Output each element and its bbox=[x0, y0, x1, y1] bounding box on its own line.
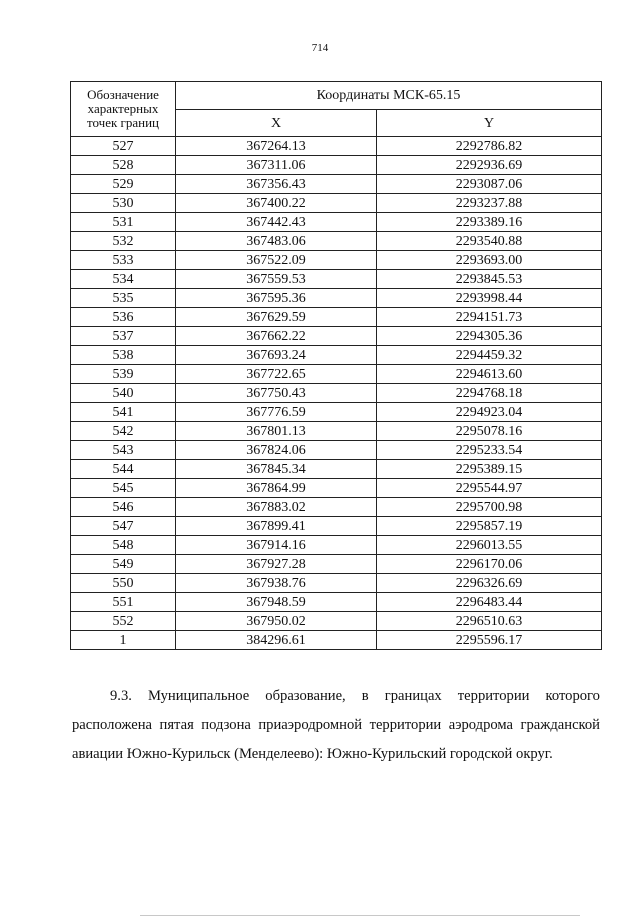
y-coordinate-cell: 2293693.00 bbox=[377, 251, 602, 270]
x-coordinate-cell: 367356.43 bbox=[176, 175, 377, 194]
point-number-cell: 527 bbox=[71, 137, 176, 156]
table-row bbox=[71, 289, 602, 308]
y-coordinate-cell: 2293998.44 bbox=[377, 289, 602, 308]
header-designation: Обозначение характерных точек границ bbox=[71, 82, 176, 137]
y-coordinate-cell: 2296483.44 bbox=[377, 593, 602, 612]
y-coordinate-cell: 2294305.36 bbox=[377, 327, 602, 346]
x-coordinate-cell: 367776.59 bbox=[176, 403, 377, 422]
table-row bbox=[71, 213, 602, 232]
y-coordinate-cell: 2293237.88 bbox=[377, 194, 602, 213]
table-row bbox=[71, 403, 602, 422]
point-number-cell: 536 bbox=[71, 308, 176, 327]
point-number-cell: 547 bbox=[71, 517, 176, 536]
point-number-cell: 545 bbox=[71, 479, 176, 498]
x-coordinate-cell: 367750.43 bbox=[176, 384, 377, 403]
x-coordinate-cell: 367883.02 bbox=[176, 498, 377, 517]
point-number-cell: 529 bbox=[71, 175, 176, 194]
point-number-cell: 544 bbox=[71, 460, 176, 479]
x-coordinate-cell: 367824.06 bbox=[176, 441, 377, 460]
y-coordinate-cell: 2296013.55 bbox=[377, 536, 602, 555]
point-number-cell: 549 bbox=[71, 555, 176, 574]
y-coordinate-cell: 2294768.18 bbox=[377, 384, 602, 403]
y-coordinate-cell: 2295389.15 bbox=[377, 460, 602, 479]
x-coordinate-cell: 367693.24 bbox=[176, 346, 377, 365]
table-row bbox=[71, 137, 602, 156]
point-number-cell: 550 bbox=[71, 574, 176, 593]
y-coordinate-cell: 2296326.69 bbox=[377, 574, 602, 593]
y-coordinate-cell: 2293845.53 bbox=[377, 270, 602, 289]
x-coordinate-cell: 367400.22 bbox=[176, 194, 377, 213]
point-number-cell: 1 bbox=[71, 631, 176, 650]
table-row bbox=[71, 536, 602, 555]
table-row bbox=[71, 441, 602, 460]
point-number-cell: 534 bbox=[71, 270, 176, 289]
x-coordinate-cell: 367948.59 bbox=[176, 593, 377, 612]
coordinates-table bbox=[70, 81, 602, 650]
table-body bbox=[71, 137, 602, 650]
x-coordinate-cell: 367927.28 bbox=[176, 555, 377, 574]
table-row bbox=[71, 460, 602, 479]
y-coordinate-cell: 2292786.82 bbox=[377, 137, 602, 156]
y-coordinate-cell: 2295544.97 bbox=[377, 479, 602, 498]
paragraph-number: 9.3. bbox=[110, 688, 132, 704]
table-row bbox=[71, 593, 602, 612]
y-coordinate-cell: 2293389.16 bbox=[377, 213, 602, 232]
point-number-cell: 546 bbox=[71, 498, 176, 517]
header-y: Y bbox=[377, 110, 602, 137]
table-row bbox=[71, 631, 602, 650]
x-coordinate-cell: 367559.53 bbox=[176, 270, 377, 289]
x-coordinate-cell: 367311.06 bbox=[176, 156, 377, 175]
x-coordinate-cell: 367914.16 bbox=[176, 536, 377, 555]
table-row bbox=[71, 479, 602, 498]
point-number-cell: 540 bbox=[71, 384, 176, 403]
y-coordinate-cell: 2296170.06 bbox=[377, 555, 602, 574]
table-row bbox=[71, 194, 602, 213]
point-number-cell: 542 bbox=[71, 422, 176, 441]
x-coordinate-cell: 367938.76 bbox=[176, 574, 377, 593]
table-row bbox=[71, 175, 602, 194]
paragraph-text: Муниципальное образование, в границах территории которого расположена пятая подзона приаэродромной территории аэродрома гражданской авиации Южно-Курильск (Менделеево): Южно-Курильский городской округ. bbox=[72, 688, 600, 762]
table-row bbox=[71, 156, 602, 175]
y-coordinate-cell: 2293540.88 bbox=[377, 232, 602, 251]
header-x: X bbox=[176, 110, 377, 137]
table-row bbox=[71, 346, 602, 365]
y-coordinate-cell: 2294459.32 bbox=[377, 346, 602, 365]
table-row bbox=[71, 327, 602, 346]
x-coordinate-cell: 367629.59 bbox=[176, 308, 377, 327]
point-number-cell: 528 bbox=[71, 156, 176, 175]
x-coordinate-cell: 367264.13 bbox=[176, 137, 377, 156]
table-row bbox=[71, 308, 602, 327]
point-number-cell: 537 bbox=[71, 327, 176, 346]
table-row bbox=[71, 517, 602, 536]
y-coordinate-cell: 2292936.69 bbox=[377, 156, 602, 175]
y-coordinate-cell: 2293087.06 bbox=[377, 175, 602, 194]
table-row bbox=[71, 384, 602, 403]
x-coordinate-cell: 367662.22 bbox=[176, 327, 377, 346]
x-coordinate-cell: 367522.09 bbox=[176, 251, 377, 270]
y-coordinate-cell: 2294613.60 bbox=[377, 365, 602, 384]
paragraph-9-3 bbox=[72, 682, 600, 769]
point-number-cell: 530 bbox=[71, 194, 176, 213]
point-number-cell: 548 bbox=[71, 536, 176, 555]
y-coordinate-cell: 2294923.04 bbox=[377, 403, 602, 422]
point-number-cell: 543 bbox=[71, 441, 176, 460]
point-number-cell: 535 bbox=[71, 289, 176, 308]
x-coordinate-cell: 367845.34 bbox=[176, 460, 377, 479]
point-number-cell: 538 bbox=[71, 346, 176, 365]
table-row bbox=[71, 555, 602, 574]
page-number: 714 bbox=[311, 42, 329, 54]
point-number-cell: 532 bbox=[71, 232, 176, 251]
x-coordinate-cell: 367442.43 bbox=[176, 213, 377, 232]
table-row bbox=[71, 498, 602, 517]
x-coordinate-cell: 384296.61 bbox=[176, 631, 377, 650]
header-coordinate-system: Координаты МСК-65.15 bbox=[176, 82, 602, 110]
y-coordinate-cell: 2295700.98 bbox=[377, 498, 602, 517]
x-coordinate-cell: 367899.41 bbox=[176, 517, 377, 536]
x-coordinate-cell: 367864.99 bbox=[176, 479, 377, 498]
table-row bbox=[71, 251, 602, 270]
point-number-cell: 533 bbox=[71, 251, 176, 270]
point-number-cell: 541 bbox=[71, 403, 176, 422]
y-coordinate-cell: 2296510.63 bbox=[377, 612, 602, 631]
x-coordinate-cell: 367483.06 bbox=[176, 232, 377, 251]
x-coordinate-cell: 367950.02 bbox=[176, 612, 377, 631]
point-number-cell: 531 bbox=[71, 213, 176, 232]
table-row bbox=[71, 574, 602, 593]
x-coordinate-cell: 367801.13 bbox=[176, 422, 377, 441]
table-row bbox=[71, 232, 602, 251]
point-number-cell: 551 bbox=[71, 593, 176, 612]
y-coordinate-cell: 2295857.19 bbox=[377, 517, 602, 536]
y-coordinate-cell: 2295233.54 bbox=[377, 441, 602, 460]
point-number-cell: 539 bbox=[71, 365, 176, 384]
table-row bbox=[71, 270, 602, 289]
table-row bbox=[71, 365, 602, 384]
scan-edge-line bbox=[140, 915, 580, 916]
x-coordinate-cell: 367722.65 bbox=[176, 365, 377, 384]
y-coordinate-cell: 2294151.73 bbox=[377, 308, 602, 327]
x-coordinate-cell: 367595.36 bbox=[176, 289, 377, 308]
table-row bbox=[71, 422, 602, 441]
point-number-cell: 552 bbox=[71, 612, 176, 631]
y-coordinate-cell: 2295078.16 bbox=[377, 422, 602, 441]
y-coordinate-cell: 2295596.17 bbox=[377, 631, 602, 650]
table-row bbox=[71, 612, 602, 631]
